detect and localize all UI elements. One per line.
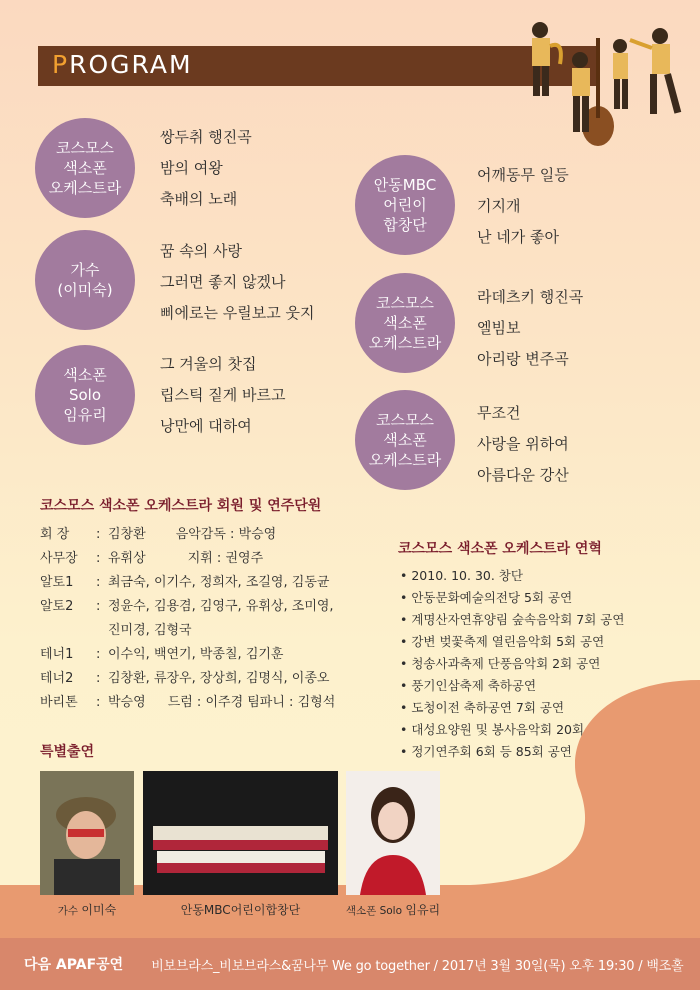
special-title: 특별출연 (40, 744, 95, 760)
history-item: • 2010. 10. 30. 창단 (400, 568, 523, 583)
member-row: 회 장 : 김창환 음악감독 : 박승영 (40, 527, 277, 542)
history-item: • 강변 벚꽃축제 열린음악회 5회 공연 (400, 634, 605, 649)
song: 사랑을 위하여 (477, 435, 569, 453)
members-title: 코스모스 색소폰 오케스트라 회원 및 연주단원 (40, 498, 322, 514)
member-row: 알토2 : 정윤수, 김용겸, 김영구, 유휘상, 조미영, (40, 599, 334, 614)
history-item: • 청송사과축제 단풍음악회 2회 공연 (400, 656, 601, 671)
song: 축배의 노래 (160, 190, 238, 208)
song: 어깨동무 일등 (477, 166, 569, 184)
history-item: • 도청이전 축하공연 7회 공연 (400, 700, 565, 715)
history-item: • 대성요양원 및 봉사음악회 20회 (400, 722, 585, 737)
song: 쌍두취 행진곡 (160, 128, 252, 146)
program-title: PROGRAM (52, 50, 193, 79)
member-row: 테너2 : 김창환, 류장우, 장상희, 김명식, 이종오 (40, 671, 330, 686)
history-item: • 안동문화예술의전당 5회 공연 (400, 590, 573, 605)
member-row: 알토1 : 최금숙, 이기수, 정희자, 조길영, 김동균 (40, 575, 330, 590)
song: 그러면 좋지 않겠나 (160, 273, 286, 291)
song: 낭만에 대하여 (160, 417, 252, 435)
choir-photo (143, 771, 338, 895)
history-item: • 풍기인삼축제 축하공연 (400, 678, 537, 693)
saxophonist-caption: 색소폰 Solo 임유리 (345, 903, 441, 917)
program-circle-right-3: 코스모스 색소폰 오케스트라 (355, 390, 455, 490)
song: 라데츠키 행진곡 (477, 288, 584, 306)
member-row: 테너1 : 이수익, 백연기, 박종칠, 김기훈 (40, 647, 284, 662)
member-row: 바리톤 : 박승영 드럼 : 이주경 팀파니 : 김형석 (40, 695, 336, 710)
song: 밤의 여왕 (160, 159, 223, 177)
song: 립스틱 짙게 바르고 (160, 386, 286, 404)
song: 기지개 (477, 197, 521, 215)
song: 삐에로는 우릴보고 웃지 (160, 304, 315, 322)
choir-caption: 안동MBC어린이합창단 (180, 903, 301, 917)
history-item: • 계명산자연휴양림 숲속음악회 7회 공연 (400, 612, 625, 627)
song: 아리랑 변주곡 (477, 350, 569, 368)
song: 난 네가 좋아 (477, 228, 559, 246)
song: 꿈 속의 사랑 (160, 242, 242, 260)
next-performance-label: 다음 APAF공연 (24, 957, 124, 973)
singer-photo (40, 771, 134, 895)
program-circle-left-3: 색소폰 Solo 임유리 (35, 345, 135, 445)
footer-bar (0, 938, 700, 990)
member-row: 진미경, 김형국 (108, 623, 192, 638)
song: 아름다운 강산 (477, 466, 569, 484)
program-circle-right-1: 안동MBC 어린이 합창단 (355, 155, 455, 255)
program-circle-left-2: 가수 (이미숙) (35, 230, 135, 330)
program-circle-right-2: 코스모스 색소폰 오케스트라 (355, 273, 455, 373)
song: 엘빔보 (477, 319, 521, 337)
program-circle-left-1: 코스모스 색소폰 오케스트라 (35, 118, 135, 218)
song: 무조건 (477, 404, 521, 422)
song: 그 겨울의 찻집 (160, 355, 257, 373)
musicians-illustration (510, 8, 700, 148)
next-performance-info: 비보브라스_비보브라스&꿈나무 We go together / 2017년 3월 30일(목) 오후 19:30 / 백조홀 (151, 958, 684, 974)
saxophonist-photo (346, 771, 440, 895)
member-row: 사무장 : 유휘상 지휘 : 권영주 (40, 551, 264, 566)
singer-caption: 가수 이미숙 (57, 903, 117, 917)
history-item: • 정기연주회 6회 등 85회 공연 (400, 744, 572, 759)
history-title: 코스모스 색소폰 오케스트라 연혁 (398, 541, 602, 557)
